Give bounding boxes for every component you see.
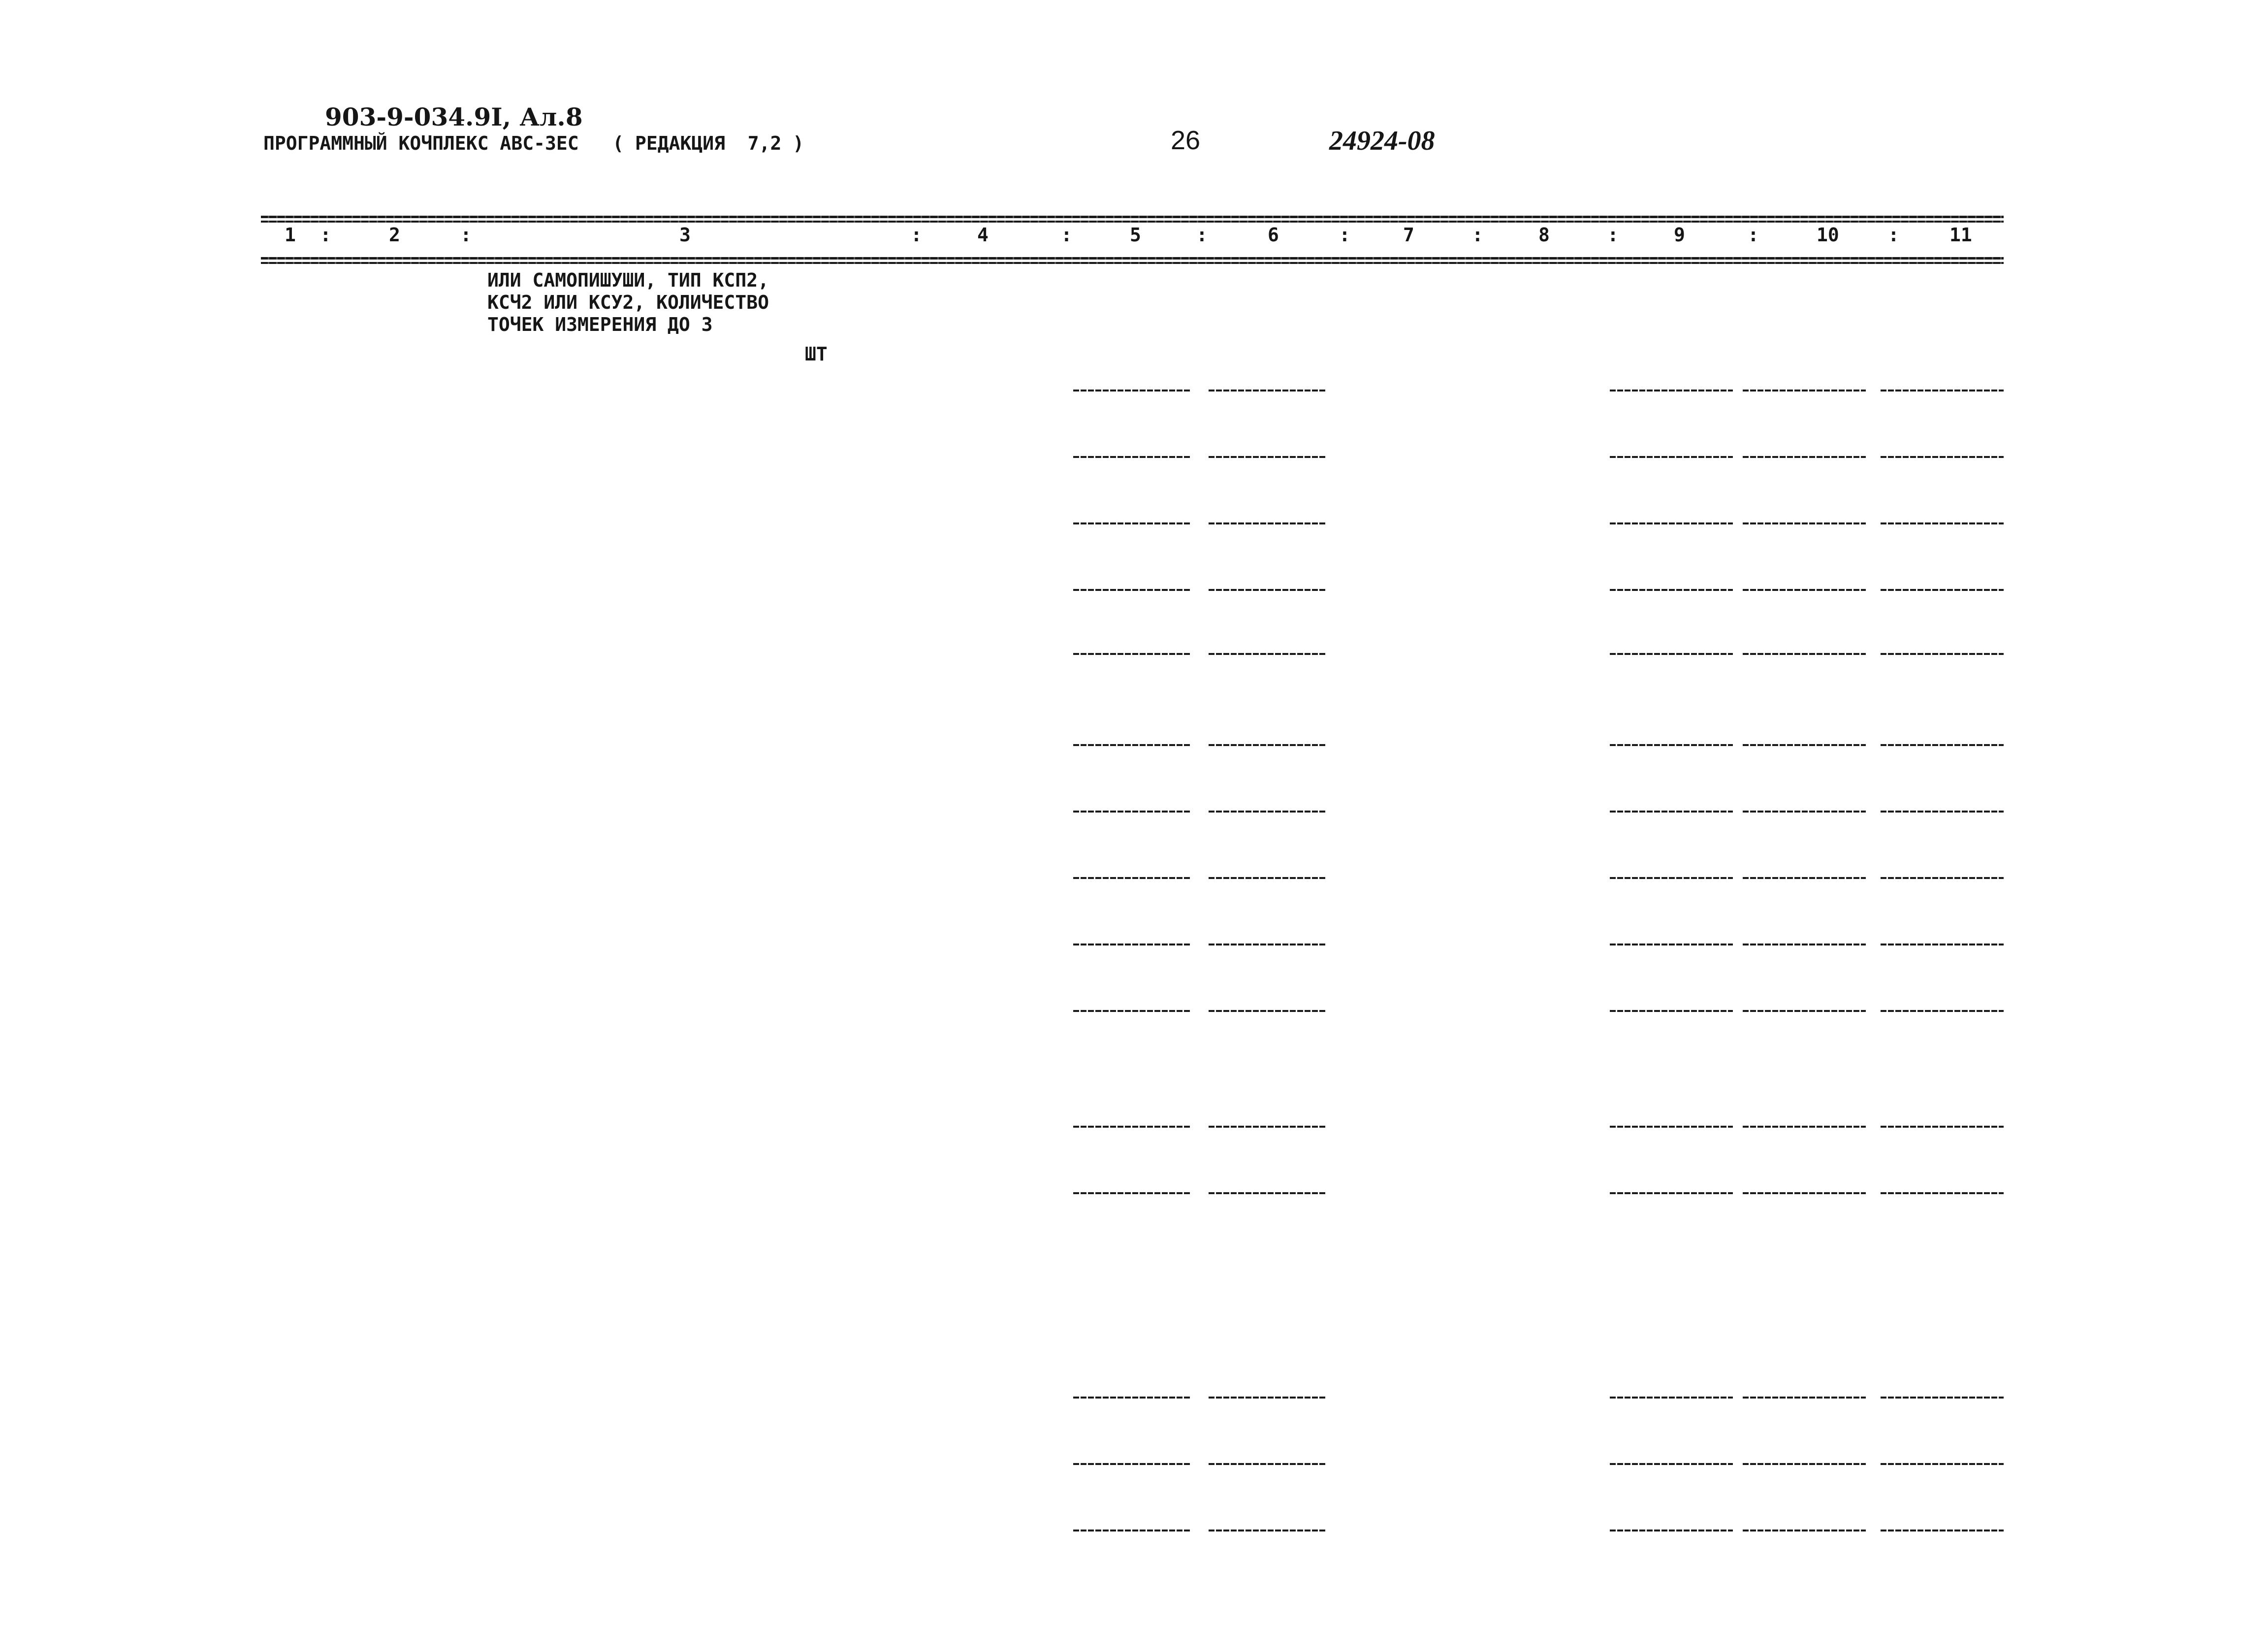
cell-underline	[1073, 1192, 1191, 1194]
cell-underline	[1743, 390, 1866, 391]
cell-underline	[1610, 1126, 1733, 1128]
cell-underline	[1881, 522, 2004, 524]
cell-underline	[1881, 653, 2004, 655]
cell-underline	[1209, 744, 1327, 746]
column-separator: :	[1472, 224, 1483, 246]
column-header-6: 6	[1268, 224, 1279, 246]
cell-underline	[1610, 1397, 1733, 1399]
column-separator: :	[1888, 224, 1899, 246]
cell-underline	[1610, 744, 1733, 746]
cell-underline	[1073, 877, 1191, 879]
cell-underline	[1881, 877, 2004, 879]
description-line: ТОЧЕК ИЗМЕРЕНИЯ ДО 3	[487, 314, 713, 335]
unit-label: ШТ	[805, 343, 828, 365]
cell-underline	[1073, 390, 1191, 391]
cell-underline	[1073, 589, 1191, 591]
cell-underline	[1743, 1530, 1866, 1531]
cell-underline	[1881, 1463, 2004, 1465]
cell-underline	[1073, 1010, 1191, 1012]
cell-underline	[1073, 1126, 1191, 1128]
column-header-3: 3	[679, 224, 691, 246]
column-separator: :	[460, 224, 472, 246]
cell-underline	[1209, 390, 1327, 391]
cell-underline	[1610, 1192, 1733, 1194]
cell-underline	[1881, 1126, 2004, 1128]
cell-underline	[1881, 1530, 2004, 1531]
cell-underline	[1610, 1463, 1733, 1465]
cell-underline	[1743, 1463, 1866, 1465]
column-header-7: 7	[1403, 224, 1414, 246]
column-header-2: 2	[389, 224, 400, 246]
column-separator: :	[911, 224, 922, 246]
column-header-4: 4	[977, 224, 989, 246]
cell-underline	[1881, 589, 2004, 591]
column-separator: :	[1607, 224, 1619, 246]
cell-underline	[1743, 811, 1866, 813]
cell-underline	[1610, 390, 1733, 391]
cell-underline	[1881, 390, 2004, 391]
cell-underline	[1209, 944, 1327, 945]
cell-underline	[1209, 877, 1327, 879]
cell-underline	[1610, 1010, 1733, 1012]
cell-underline	[1073, 456, 1191, 458]
cell-underline	[1881, 811, 2004, 813]
cell-underline	[1073, 1530, 1191, 1531]
column-header-8: 8	[1538, 224, 1550, 246]
cell-underline	[1209, 1463, 1327, 1465]
header-rule-top	[261, 216, 2004, 218]
page-number: 26	[1171, 126, 1201, 155]
cell-underline	[1743, 877, 1866, 879]
document-code: 903-9-034.9I, Ал.8	[325, 102, 583, 131]
cell-underline	[1209, 522, 1327, 524]
cell-underline	[1209, 1192, 1327, 1194]
cell-underline	[1743, 1010, 1866, 1012]
cell-underline	[1209, 1010, 1327, 1012]
cell-underline	[1743, 589, 1866, 591]
cell-underline	[1743, 944, 1866, 945]
column-header-9: 9	[1674, 224, 1685, 246]
column-separator: :	[1748, 224, 1759, 246]
cell-underline	[1881, 1010, 2004, 1012]
cell-underline	[1743, 744, 1866, 746]
cell-underline	[1209, 1126, 1327, 1128]
cell-underline	[1881, 744, 2004, 746]
cell-underline	[1610, 653, 1733, 655]
cell-underline	[1209, 589, 1327, 591]
cell-underline	[1073, 1463, 1191, 1465]
column-separator: :	[1196, 224, 1208, 246]
cell-underline	[1073, 811, 1191, 813]
cell-underline	[1743, 1397, 1866, 1399]
cell-underline	[1209, 1397, 1327, 1399]
inventory-number: 24924-08	[1329, 126, 1435, 156]
cell-underline	[1610, 1530, 1733, 1531]
cell-underline	[1743, 1192, 1866, 1194]
cell-underline	[1073, 1397, 1191, 1399]
cell-underline	[1209, 456, 1327, 458]
cell-underline	[1209, 811, 1327, 813]
header-rule-bottom	[261, 257, 2004, 260]
cell-underline	[1610, 811, 1733, 813]
cell-underline	[1610, 877, 1733, 879]
cell-underline	[1743, 522, 1866, 524]
description-line: КСЧ2 ИЛИ КСУ2, КОЛИЧЕСТВО	[487, 292, 769, 313]
cell-underline	[1881, 1192, 2004, 1194]
cell-underline	[1610, 456, 1733, 458]
cell-underline	[1610, 522, 1733, 524]
cell-underline	[1610, 589, 1733, 591]
header-rule-bottom-2	[261, 262, 2004, 264]
cell-underline	[1073, 944, 1191, 945]
column-header-1: 1	[285, 224, 296, 246]
cell-underline	[1881, 456, 2004, 458]
cell-underline	[1743, 456, 1866, 458]
header-rule-top-2	[261, 221, 2004, 223]
column-header-11: 11	[1949, 224, 1972, 246]
cell-underline	[1209, 1530, 1327, 1531]
cell-underline	[1209, 653, 1327, 655]
cell-underline	[1881, 944, 2004, 945]
column-separator: :	[1339, 224, 1350, 246]
cell-underline	[1881, 1397, 2004, 1399]
column-header-10: 10	[1817, 224, 1839, 246]
column-header-5: 5	[1130, 224, 1141, 246]
cell-underline	[1743, 1126, 1866, 1128]
description-line: ИЛИ САМОПИШУШИ, ТИП КСП2,	[487, 269, 769, 291]
column-separator: :	[320, 224, 331, 246]
column-separator: :	[1061, 224, 1072, 246]
cell-underline	[1073, 522, 1191, 524]
cell-underline	[1743, 653, 1866, 655]
cell-underline	[1610, 944, 1733, 945]
cell-underline	[1073, 653, 1191, 655]
cell-underline	[1073, 744, 1191, 746]
program-title: ПРОГРАММНЫЙ КОЧПЛЕКС АВС-3ЕС ( РЕДАКЦИЯ 7,2 )	[263, 132, 804, 154]
